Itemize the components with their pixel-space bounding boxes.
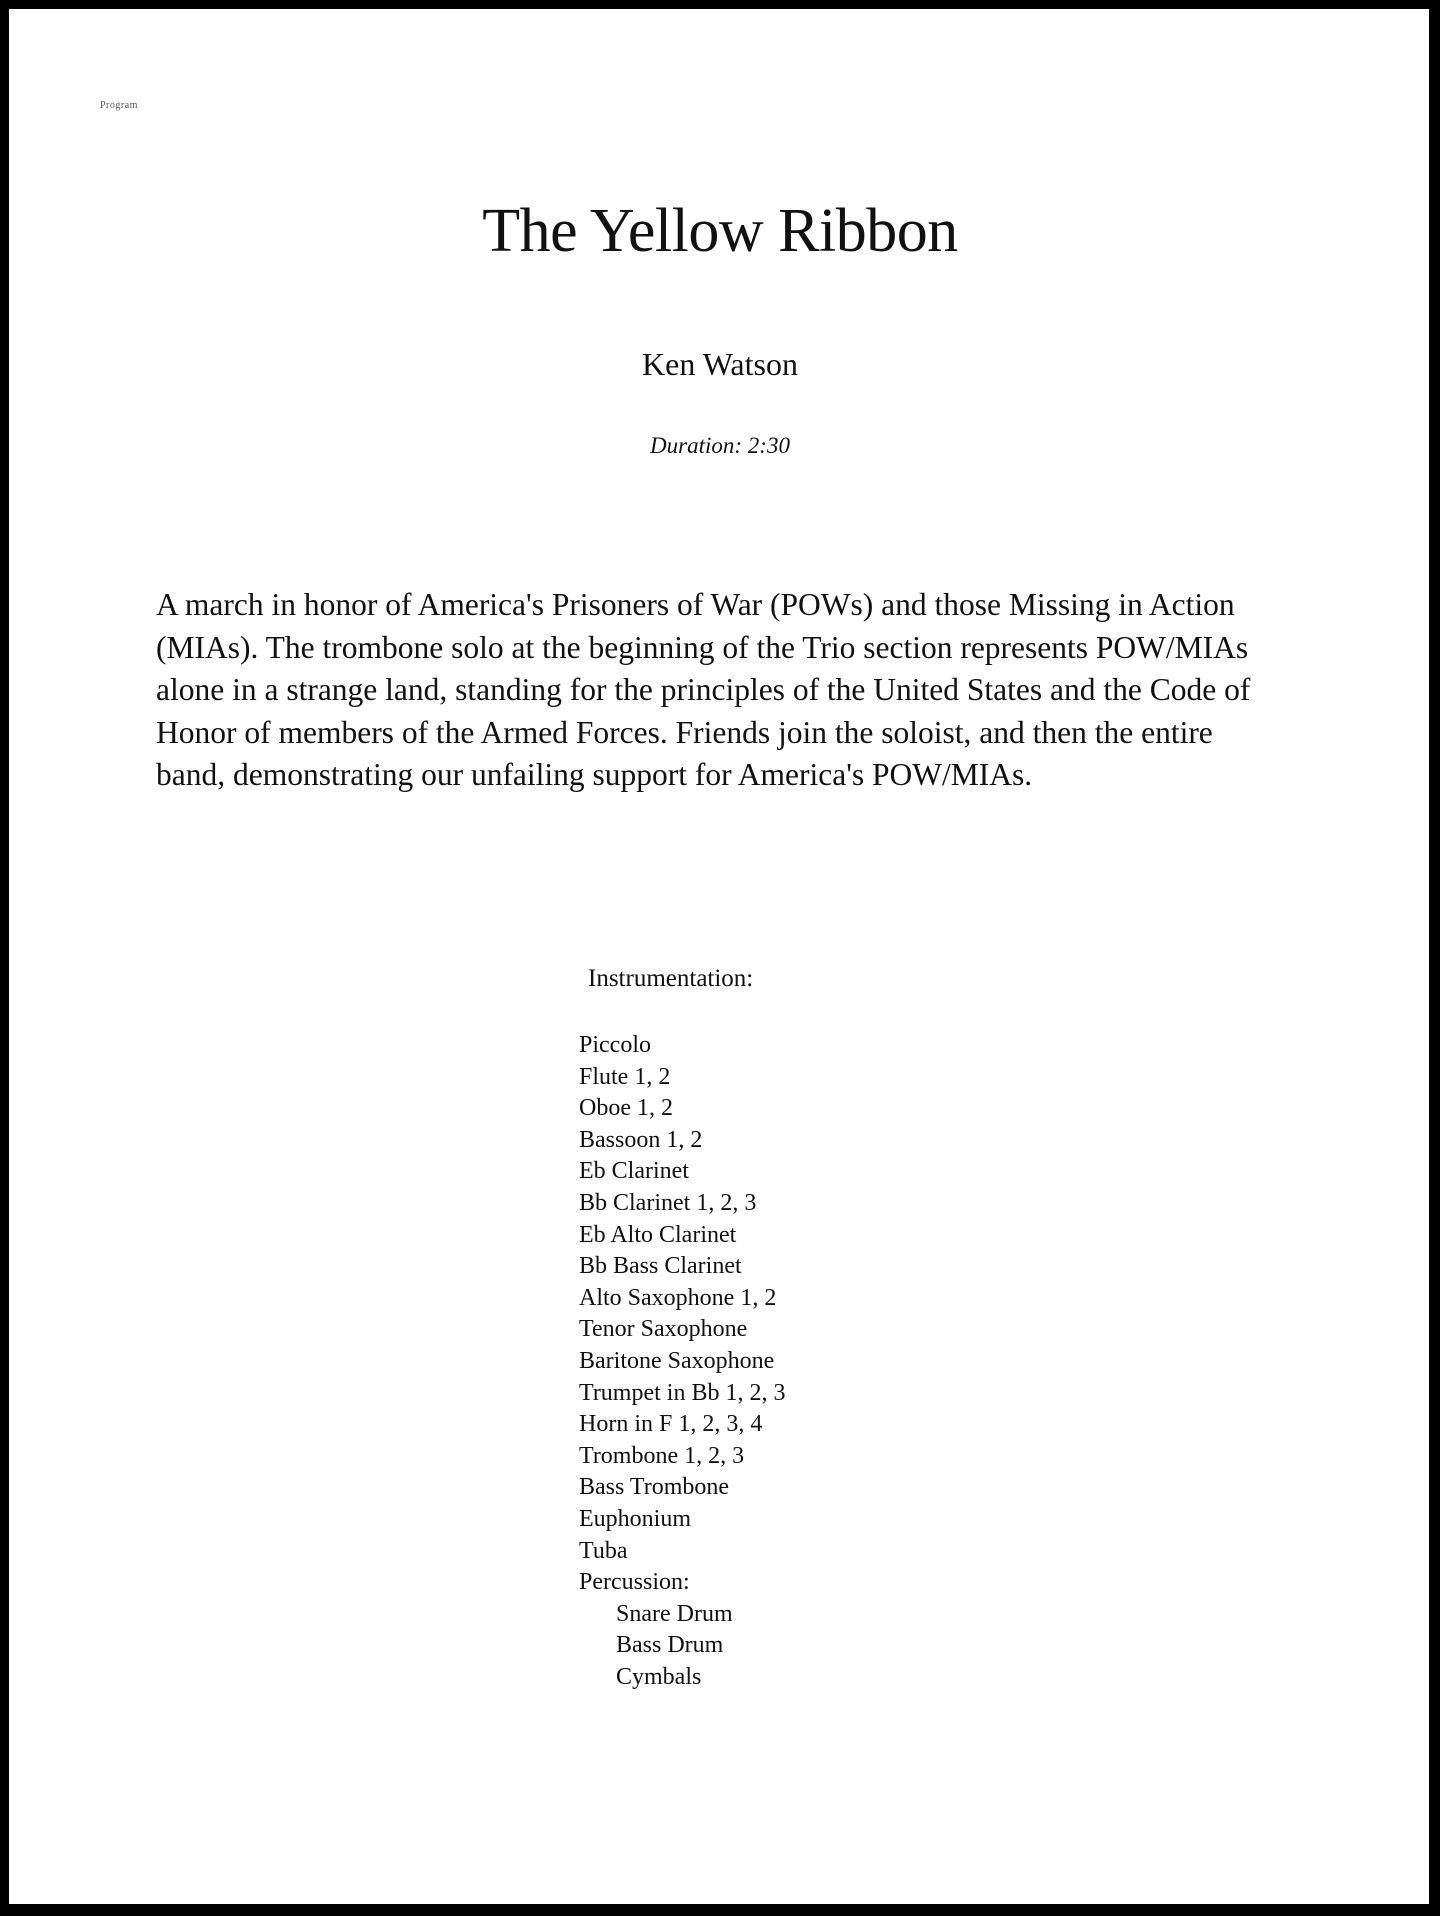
instrument-item: Oboe 1, 2 bbox=[579, 1095, 673, 1122]
instrument-item: Eb Alto Clarinet bbox=[579, 1221, 737, 1248]
program-notes: A march in honor of America's Prisoners of War (POWs) and those Missing in Action (MIAs). The trombone solo at the beginning of the Trio section represents POW/MIAs alone in a strange land, standing for the principles of the United States and the Code of Honor of members of the Armed Forces. Friends join the soloist, and then the entire band, demonstrating our unfailing support for America's POW/MIAs. bbox=[156, 587, 1251, 792]
percussion-item: Bass Drum bbox=[616, 1632, 724, 1659]
duration: Duration: 2:30 bbox=[650, 433, 790, 458]
instrument-item: Trumpet in Bb 1, 2, 3 bbox=[579, 1379, 786, 1406]
percussion-item: Cymbals bbox=[616, 1663, 702, 1690]
instrument-item: Euphonium bbox=[579, 1505, 691, 1532]
instrument-item: Horn in F 1, 2, 3, 4 bbox=[579, 1411, 763, 1438]
instrument-item: Flute 1, 2 bbox=[579, 1063, 671, 1090]
instrument-item: Baritone Saxophone bbox=[579, 1347, 775, 1374]
percussion-label: Percussion: bbox=[579, 1569, 690, 1596]
instrument-item: Trombone 1, 2, 3 bbox=[579, 1442, 745, 1469]
instrument-item: Tenor Saxophone bbox=[579, 1316, 748, 1343]
percussion-group bbox=[579, 1599, 785, 1694]
instrumentation-list bbox=[579, 1030, 785, 1693]
percussion-item: Snare Drum bbox=[616, 1600, 733, 1627]
instrument-item: Bb Bass Clarinet bbox=[579, 1253, 742, 1280]
instrument-item: Piccolo bbox=[579, 1032, 651, 1058]
corner-mark: Program bbox=[100, 100, 138, 111]
page-title: The Yellow Ribbon bbox=[482, 197, 958, 265]
instrumentation-heading: Instrumentation: bbox=[588, 965, 754, 992]
instrument-item: Bassoon 1, 2 bbox=[579, 1126, 703, 1153]
instrument-item: Alto Saxophone 1, 2 bbox=[579, 1284, 777, 1311]
percussion-list bbox=[579, 1599, 785, 1694]
instrument-item: Bb Clarinet 1, 2, 3 bbox=[579, 1189, 757, 1216]
instrument-item: Eb Clarinet bbox=[579, 1158, 689, 1185]
composer-name: Ken Watson bbox=[642, 346, 798, 382]
instrument-item: Tuba bbox=[579, 1537, 628, 1564]
instrument-item: Bass Trombone bbox=[579, 1474, 730, 1501]
